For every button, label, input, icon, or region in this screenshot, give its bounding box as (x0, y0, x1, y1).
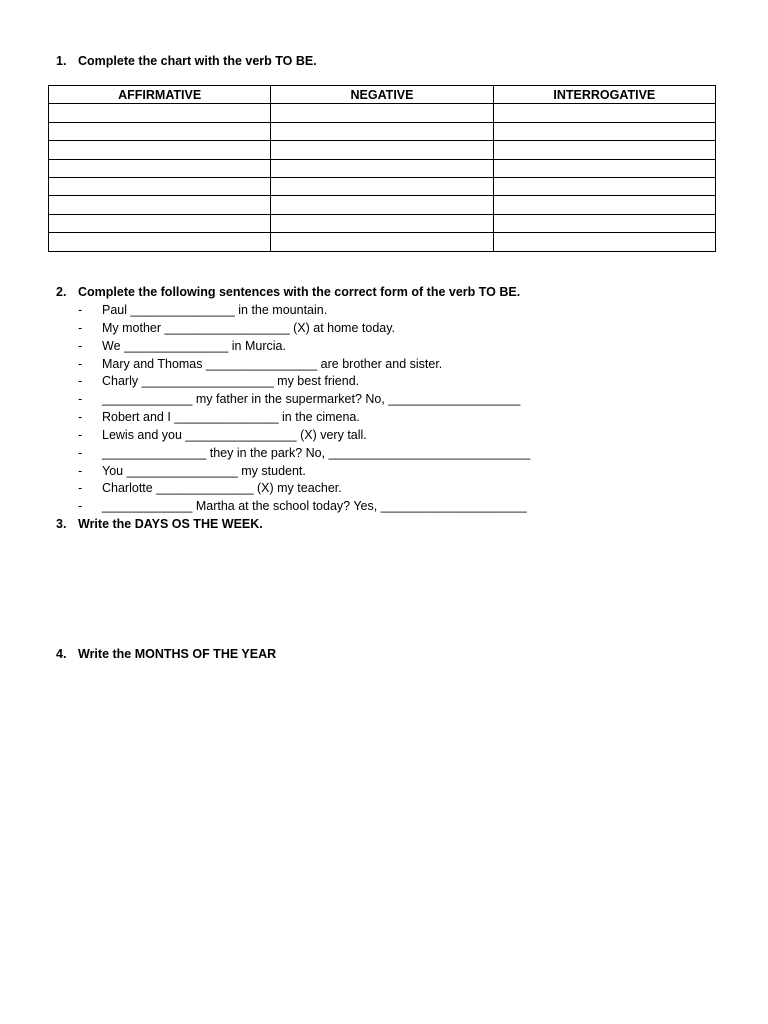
chart-row (49, 122, 716, 140)
chart-row (49, 233, 716, 251)
chart-cell[interactable] (493, 177, 715, 195)
bullet-dash: - (78, 392, 83, 407)
chart-cell[interactable] (49, 159, 271, 177)
chart-cell[interactable] (493, 214, 715, 232)
sentence-item (78, 373, 530, 391)
chart-row (49, 159, 716, 177)
chart-cell[interactable] (49, 141, 271, 159)
chart-row (49, 196, 716, 214)
sentence-item (78, 302, 530, 320)
chart-cell[interactable] (493, 141, 715, 159)
question-text: Write the MONTHS OF THE YEAR (78, 647, 277, 661)
question-2 (56, 285, 520, 299)
sentence-text: Charlotte ______________ (X) my teacher. (102, 481, 342, 496)
sentence-item (78, 391, 530, 409)
sentence-text: _______________ they in the park? No, _____________________________ (102, 445, 531, 460)
chart-cell[interactable] (271, 122, 493, 140)
question-1 (56, 54, 317, 68)
bullet-dash: - (78, 338, 83, 353)
sentence-text: Mary and Thomas ________________ are brother and sister. (102, 356, 443, 371)
chart-row (49, 104, 716, 122)
sentence-list (78, 302, 530, 516)
chart-cell[interactable] (271, 177, 493, 195)
chart-cell[interactable] (271, 159, 493, 177)
chart-cell[interactable] (49, 122, 271, 140)
chart-row (49, 177, 716, 195)
question-3 (56, 517, 263, 531)
bullet-dash: - (78, 481, 83, 496)
sentence-item (78, 463, 530, 481)
chart-cell[interactable] (493, 122, 715, 140)
chart-row (49, 214, 716, 232)
chart-cell[interactable] (271, 196, 493, 214)
question-number: 1. (56, 54, 67, 68)
header-interrogative: INTERROGATIVE (493, 86, 715, 104)
question-4 (56, 647, 276, 661)
bullet-dash: - (78, 374, 83, 389)
chart-cell[interactable] (493, 196, 715, 214)
bullet-dash: - (78, 356, 83, 371)
bullet-dash: - (78, 445, 83, 460)
sentence-text: We _______________ in Murcia. (102, 338, 286, 353)
chart-body (49, 104, 716, 251)
question-text: Complete the following sentences with the correct form of the verb TO BE. (78, 285, 521, 299)
sentence-text: Robert and I _______________ in the cimena. (102, 410, 360, 425)
header-affirmative: AFFIRMATIVE (49, 86, 271, 104)
chart-cell[interactable] (49, 233, 271, 251)
sentence-item (78, 445, 530, 463)
chart-header-row (49, 86, 716, 104)
chart-cell[interactable] (271, 141, 493, 159)
bullet-dash: - (78, 463, 83, 478)
sentence-text: Charly ___________________ my best friend. (102, 374, 360, 389)
sentence-item (78, 320, 530, 338)
sentence-item (78, 409, 530, 427)
sentence-text: _____________ my father in the supermarket? No, ___________________ (102, 392, 521, 407)
chart-cell[interactable] (271, 104, 493, 122)
bullet-dash: - (78, 499, 83, 514)
bullet-dash: - (78, 410, 83, 425)
bullet-dash: - (78, 303, 83, 317)
bullet-dash: - (78, 427, 83, 442)
sentence-item (78, 427, 530, 445)
sentence-item (78, 338, 530, 356)
question-text: Write the DAYS OS THE WEEK. (78, 517, 263, 531)
verb-to-be-chart (48, 85, 716, 252)
bullet-dash: - (78, 320, 83, 335)
sentence-text: You ________________ my student. (102, 463, 306, 478)
chart-cell[interactable] (271, 233, 493, 251)
question-number: 3. (56, 517, 67, 531)
sentence-item (78, 480, 530, 498)
sentence-text: _____________ Martha at the school today? Yes, _____________________ (102, 499, 527, 514)
sentence-text: Paul _______________ in the mountain. (102, 303, 328, 317)
chart-cell[interactable] (493, 159, 715, 177)
chart-cell[interactable] (49, 104, 271, 122)
question-number: 2. (56, 285, 67, 299)
sentence-item (78, 356, 530, 374)
chart-cell[interactable] (493, 104, 715, 122)
header-negative: NEGATIVE (271, 86, 493, 104)
chart-cell[interactable] (49, 196, 271, 214)
sentence-text: My mother __________________ (X) at home today. (102, 320, 396, 335)
sentence-text: Lewis and you ________________ (X) very tall. (102, 427, 367, 442)
chart-cell[interactable] (49, 177, 271, 195)
chart-cell[interactable] (49, 214, 271, 232)
chart-cell[interactable] (271, 214, 493, 232)
chart-row (49, 141, 716, 159)
chart-cell[interactable] (493, 233, 715, 251)
question-text: Complete the chart with the verb TO BE. (78, 54, 317, 68)
sentence-item (78, 498, 530, 516)
question-number: 4. (56, 647, 67, 661)
